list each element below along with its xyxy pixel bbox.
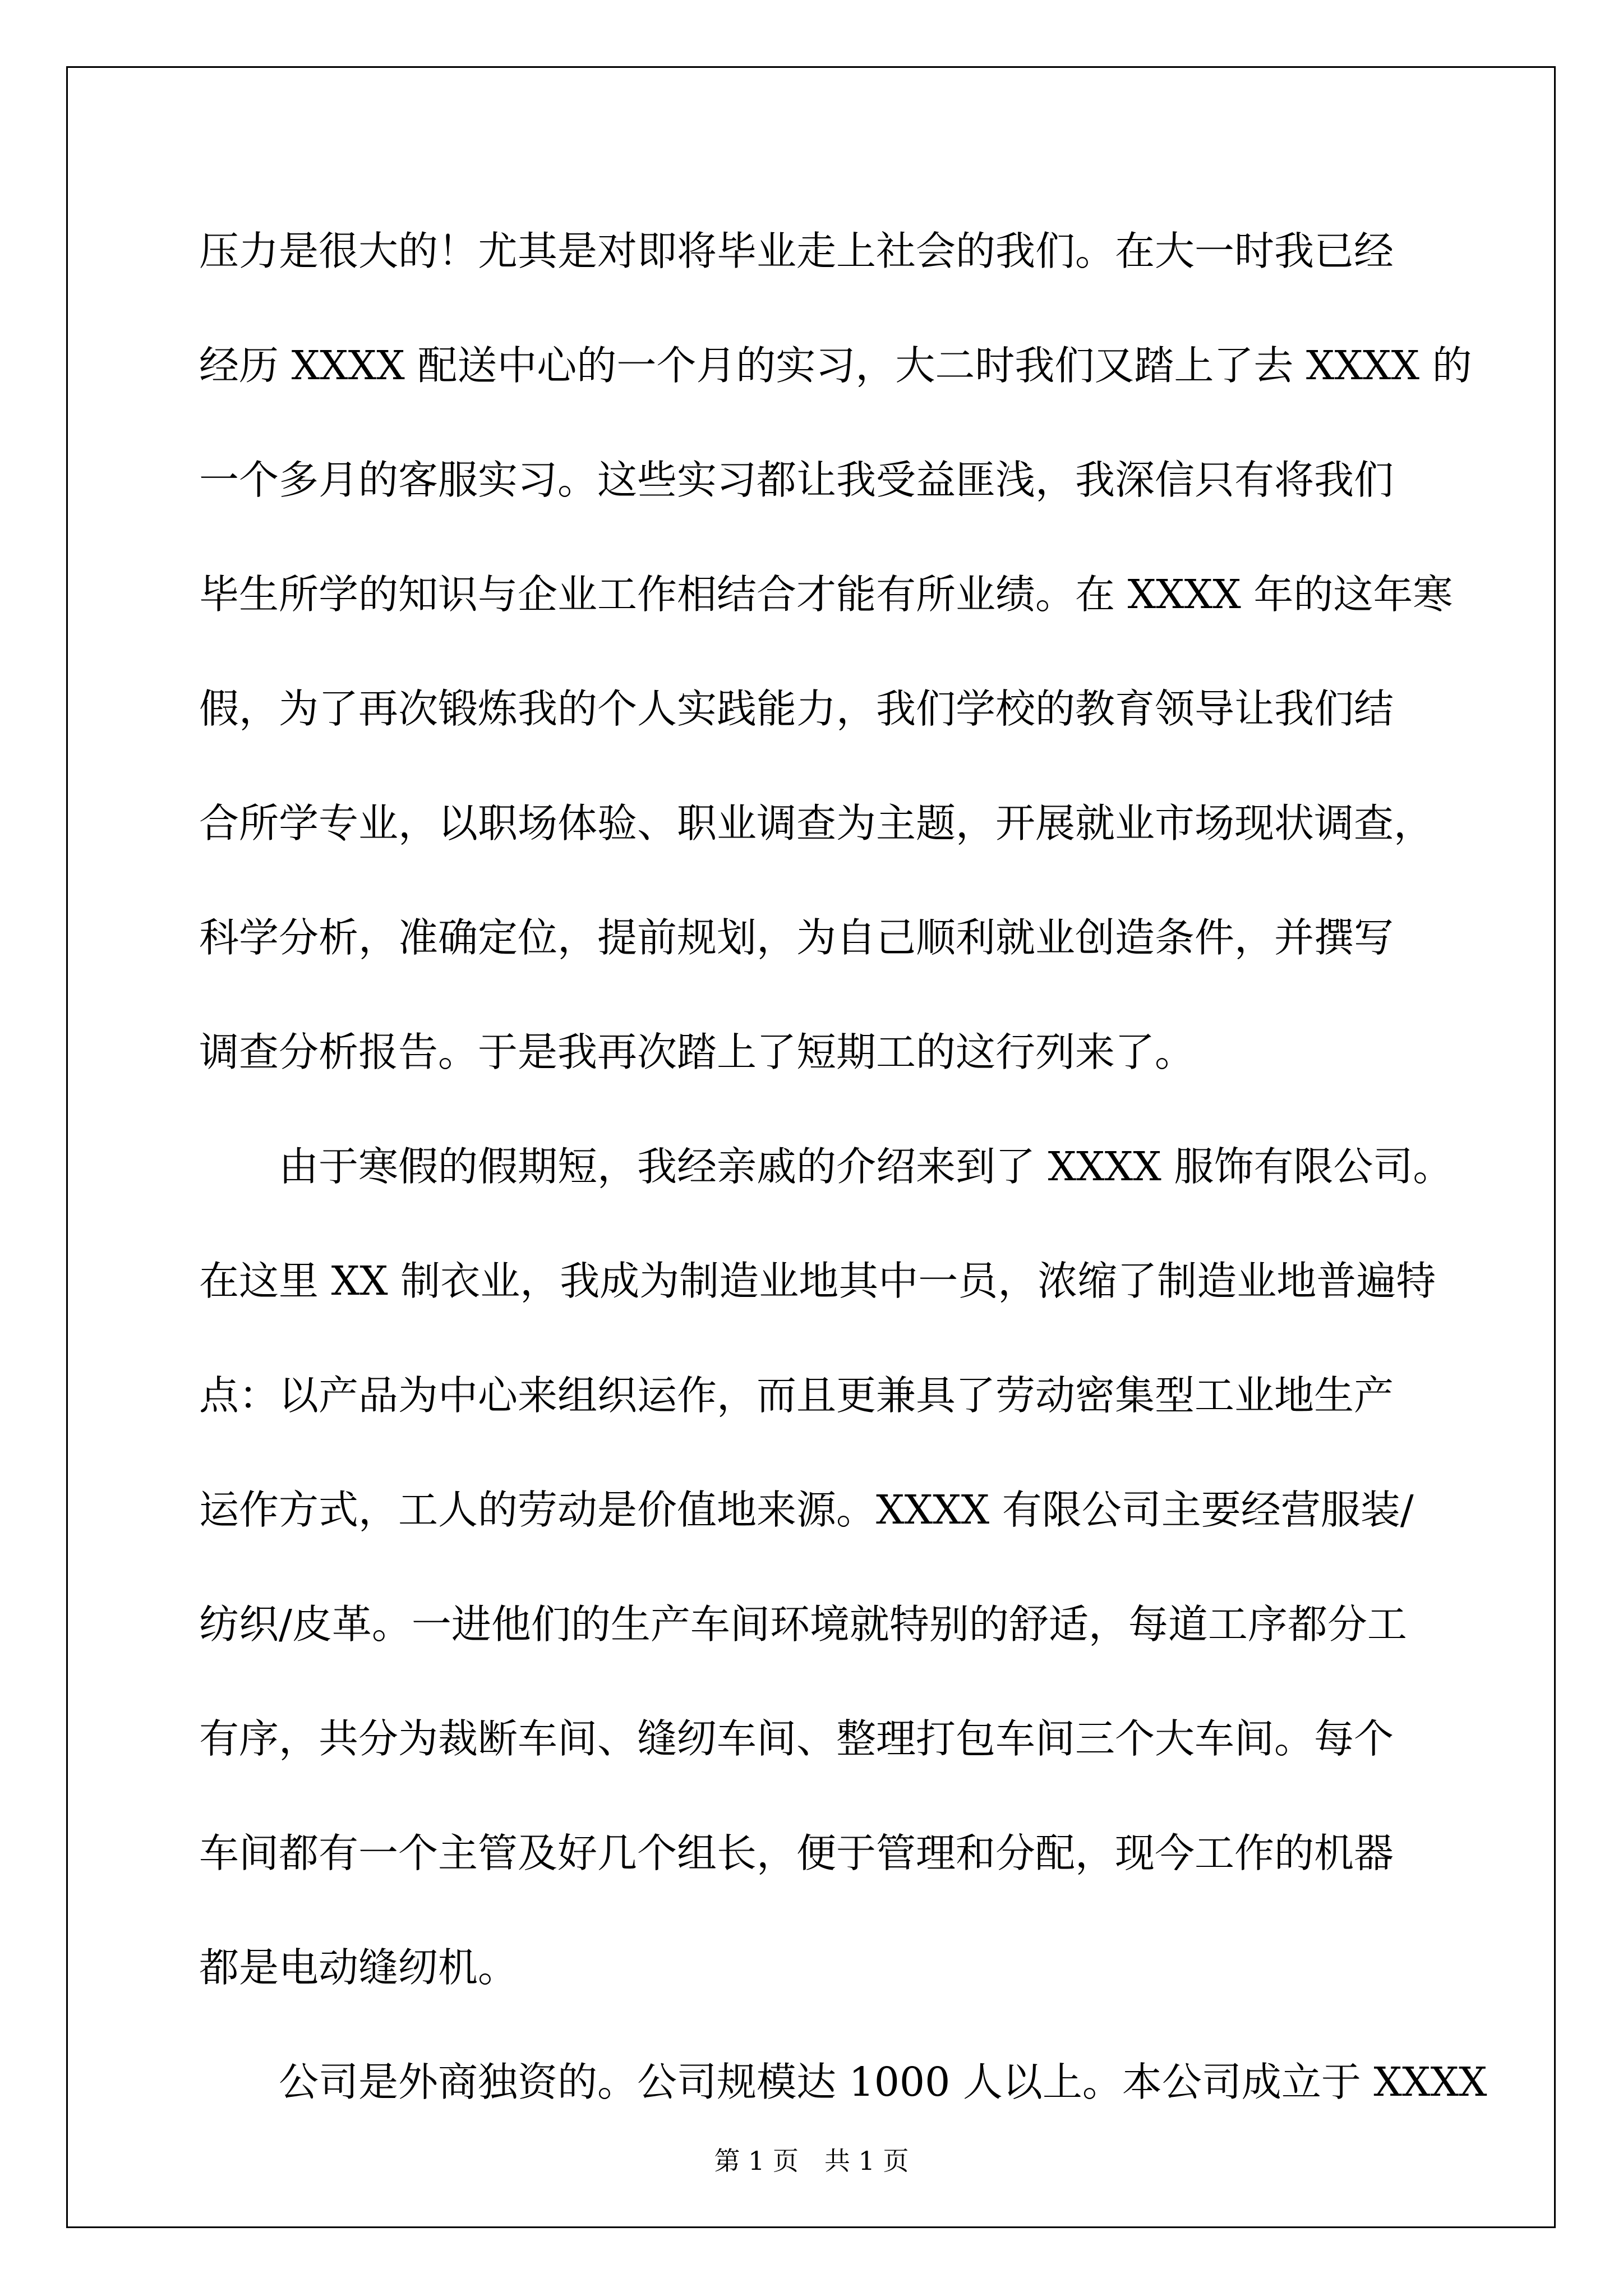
document-body (199, 222, 1487, 2167)
text-line: 合所学专业，以职场体验、职业调查为主题，开展就业市场现状调查， (199, 800, 1434, 846)
text-line: 科学分析，准确定位，提前规划，为自己顺利就业创造条件，并撰写 (199, 914, 1394, 961)
text-line: 一个多月的客服实习。这些实习都让我受益匪浅，我深信只有将我们 (199, 457, 1394, 503)
paragraph-start-line: 由于寒假的假期短，我经亲戚的介绍来到了 XXXX 服饰有限公司。 (279, 1143, 1453, 1190)
page-footer: 第 1 页 共 1 页 (714, 2146, 909, 2176)
text-line: 有序，共分为裁断车间、缝纫车间、整理打包车间三个大车间。每个 (199, 1715, 1394, 1762)
paragraph-start-line: 公司是外商独资的。公司规模达 1000 人以上。本公司成立于 XXXX (279, 2059, 1487, 2105)
text-line: 纺织/皮革。一进他们的生产车间环境就特别的舒适，每道工序都分工 (199, 1601, 1407, 1648)
text-line: 假，为了再次锻炼我的个人实践能力，我们学校的教育领导让我们结 (199, 685, 1394, 732)
text-line: 经历 XXXX 配送中心的一个月的实习，大二时我们又踏上了去 XXXX 的 (199, 342, 1472, 389)
text-line: 都是电动缝纫机。 (199, 1944, 518, 1991)
text-line: 调查分析报告。于是我再次踏上了短期工的这行列来了。 (199, 1029, 1195, 1075)
text-line: 运作方式，工人的劳动是价值地来源。XXXX 有限公司主要经营服装/ (199, 1487, 1414, 1533)
text-line: 毕生所学的知识与企业工作相结合才能有所业绩。在 XXXX 年的这年寒 (199, 571, 1453, 618)
text-line: 点：以产品为中心来组织运作，而且更兼具了劳动密集型工业地生产 (199, 1372, 1394, 1419)
text-line: 车间都有一个主管及好几个组长，便于管理和分配，现今工作的机器 (199, 1830, 1394, 1876)
text-line: 压力是很大的！尤其是对即将毕业走上社会的我们。在大一时我已经 (199, 228, 1394, 274)
text-line: 在这里 XX 制衣业，我成为制造业地其中一员，浓缩了制造业地普遍特 (199, 1258, 1436, 1304)
